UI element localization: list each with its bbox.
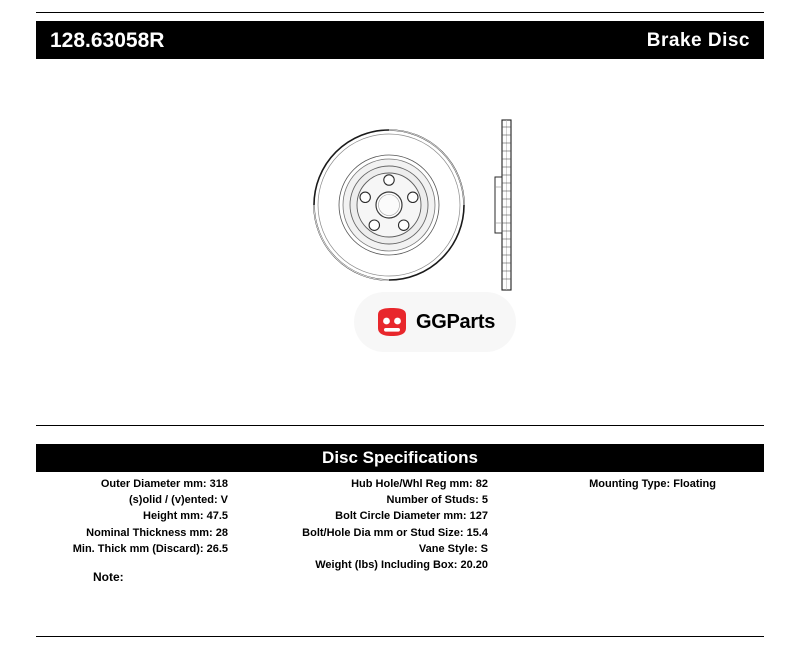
note-label: Note: bbox=[93, 570, 124, 584]
spec-item: Nominal Thickness mm: 28 bbox=[86, 526, 228, 539]
spec-section-title: Disc Specifications bbox=[322, 448, 478, 467]
watermark-brand bbox=[416, 311, 495, 334]
watermark-logo bbox=[354, 292, 516, 352]
spec-item: Bolt/Hole Dia mm or Stud Size: 15.4 bbox=[302, 526, 488, 539]
spec-item: Number of Studs: 5 bbox=[386, 494, 488, 507]
divider-middle bbox=[36, 425, 764, 426]
part-number: 128.63058R bbox=[50, 28, 165, 52]
spec-item: (s)olid / (v)ented: V bbox=[129, 494, 228, 507]
watermark-brand-primary: GG bbox=[415, 310, 447, 333]
page-title: Brake Disc bbox=[646, 29, 750, 51]
spec-item: Hub Hole/Whl Reg mm: 82 bbox=[351, 478, 488, 490]
ggparts-logo-icon bbox=[375, 307, 409, 337]
spec-item: Height mm: 47.5 bbox=[143, 510, 228, 523]
divider-top bbox=[36, 12, 764, 13]
spec-columns bbox=[36, 476, 764, 586]
divider-bottom bbox=[36, 636, 764, 637]
spec-item: Outer Diameter mm: 318 bbox=[100, 478, 228, 490]
spec-item: Bolt Circle Diameter mm: 127 bbox=[335, 510, 488, 523]
watermark-brand-secondary: Parts bbox=[446, 310, 496, 333]
spec-column-3 bbox=[496, 476, 764, 586]
product-image-area bbox=[36, 70, 764, 420]
spec-column-1 bbox=[36, 476, 236, 586]
spec-section-header bbox=[36, 444, 764, 472]
spec-item: Weight (lbs) Including Box: 20.20 bbox=[315, 559, 488, 572]
header-bar bbox=[36, 21, 764, 59]
spec-item: Vane Style: S bbox=[418, 542, 488, 555]
brake-disc-illustration bbox=[306, 105, 556, 305]
spec-item: Mounting Type: Floating bbox=[589, 478, 716, 490]
spec-column-2 bbox=[236, 476, 496, 586]
spec-item: Min. Thick mm (Discard): 26.5 bbox=[72, 542, 228, 555]
